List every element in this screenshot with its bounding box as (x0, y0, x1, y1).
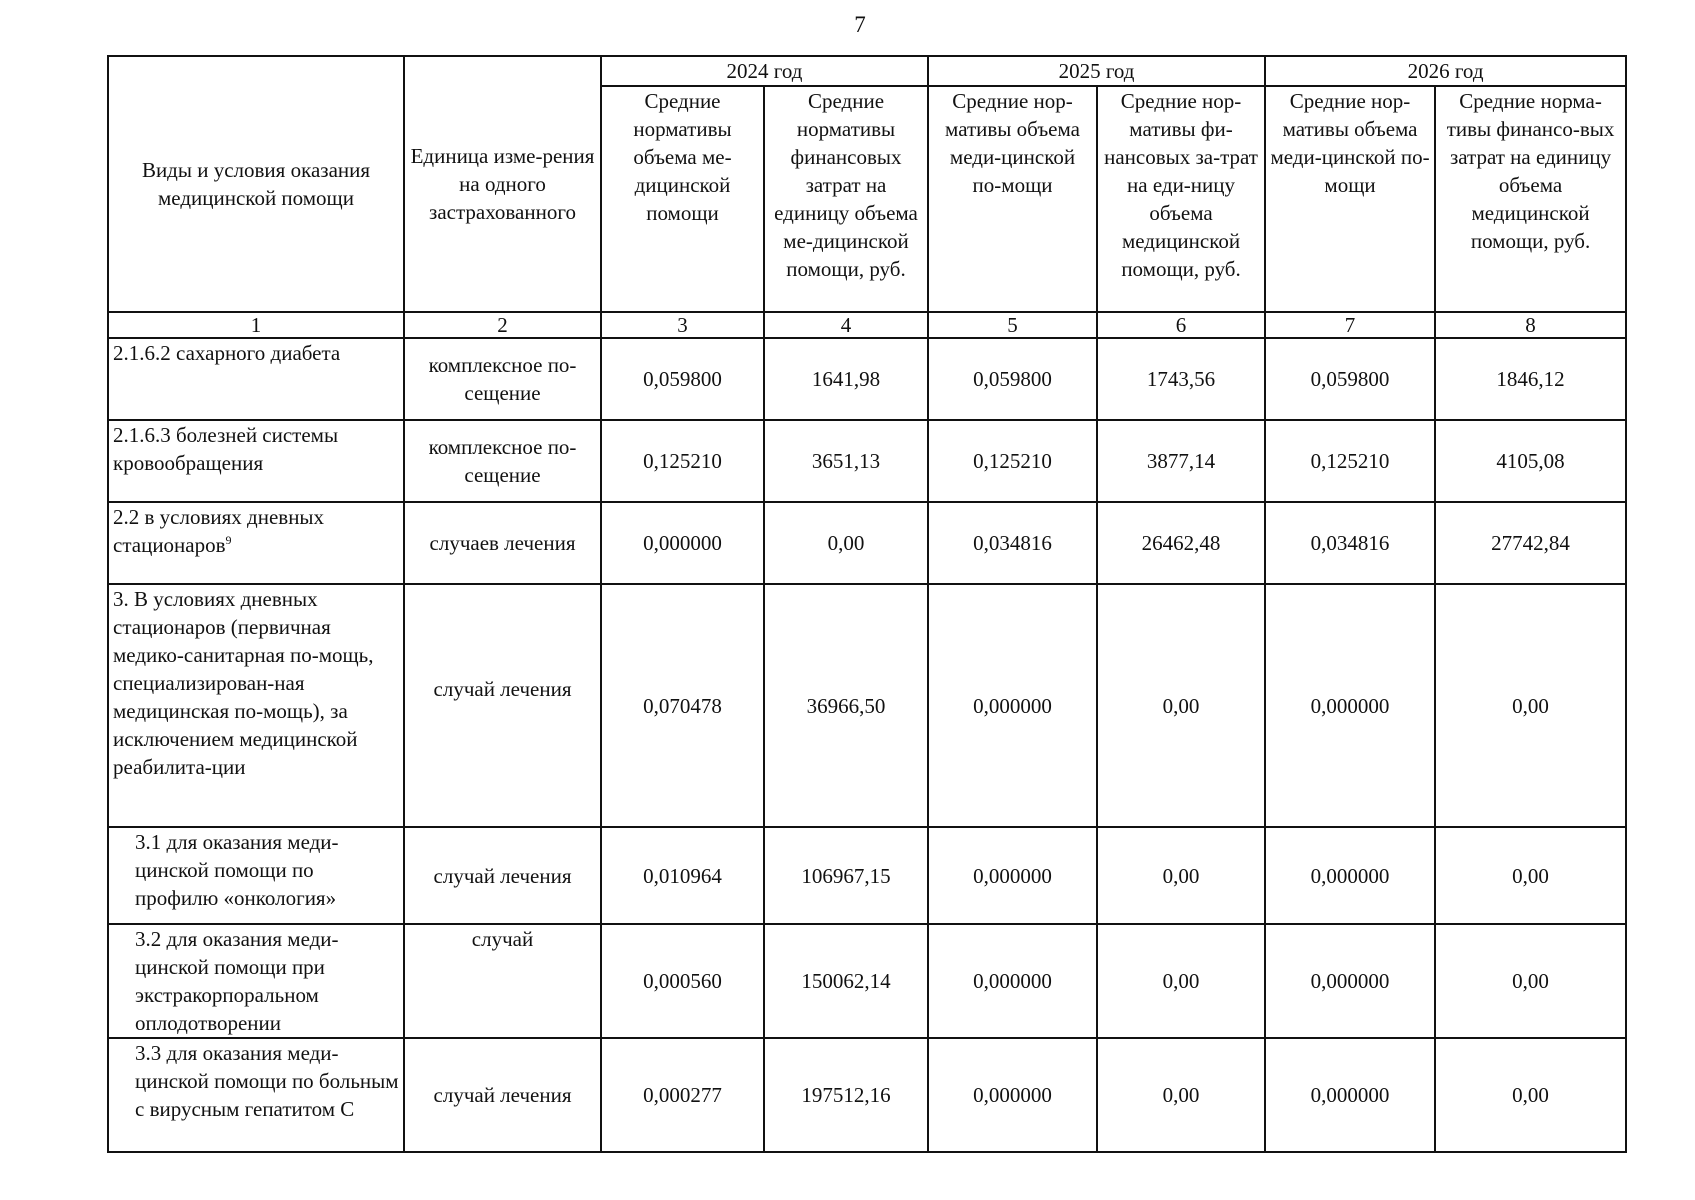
cell-value: 0,00 (1097, 584, 1265, 827)
table-row (108, 924, 1626, 1038)
cell-value: 1743,56 (1097, 338, 1265, 420)
header-unit: Единица изме-рения на одного застрахованного (404, 56, 601, 312)
cell-value: 0,034816 (1265, 502, 1435, 584)
column-index: 3 (601, 312, 764, 338)
header-volume-2025: Средние нор-мативы объема меди-цинской по-мощи (928, 86, 1097, 312)
cell-value: 0,125210 (1265, 420, 1435, 502)
cell-value: 0,000000 (601, 502, 764, 584)
header-year-2024: 2024 год (601, 56, 928, 86)
cell-value: 36966,50 (764, 584, 928, 827)
footnote-mark: 9 (225, 533, 232, 547)
cell-value: 0,000000 (1265, 584, 1435, 827)
header-year-2026: 2026 год (1265, 56, 1626, 86)
row-name: 2.1.6.3 болезней системы кровообращения (108, 420, 404, 502)
cell-value: 0,000000 (928, 924, 1097, 1038)
row-name: 3. В условиях дневных стационаров (первичная медико-санитарная по-мощь, специализирован-ная медицинская по-мощь), за исключением медицинской реабилита-ции (108, 584, 404, 827)
table-row (108, 338, 1626, 420)
table-row (108, 584, 1626, 827)
medical-norms-table (107, 55, 1627, 1153)
row-name (108, 502, 404, 584)
cell-value: 0,000000 (928, 584, 1097, 827)
column-index: 6 (1097, 312, 1265, 338)
cell-value: 0,125210 (601, 420, 764, 502)
cell-value: 0,059800 (601, 338, 764, 420)
cell-value: 26462,48 (1097, 502, 1265, 584)
column-index: 7 (1265, 312, 1435, 338)
row-name: 3.1 для оказания меди-цинской помощи по профилю «онкология» (108, 827, 404, 924)
header-cost-2026: Средние норма-тивы финансо-вых затрат на единицу объема медицинской помощи, руб. (1435, 86, 1626, 312)
header-kinds: Виды и условия оказания медицинской помощи (108, 56, 404, 312)
cell-value: 0,000000 (1265, 1038, 1435, 1152)
row-name: 3.3 для оказания меди-цинской помощи по больным с вирусным гепатитом С (108, 1038, 404, 1152)
table-row (108, 1038, 1626, 1152)
column-index: 5 (928, 312, 1097, 338)
cell-value: 0,034816 (928, 502, 1097, 584)
row-unit: комплексное по-сещение (404, 338, 601, 420)
cell-value: 197512,16 (764, 1038, 928, 1152)
cell-value: 0,00 (1435, 584, 1626, 827)
row-unit: случай лечения (404, 584, 601, 827)
cell-value: 0,00 (1435, 827, 1626, 924)
header-cost-2025: Средние нор-мативы фи-нансовых за-трат на еди-ницу объема медицинской помощи, руб. (1097, 86, 1265, 312)
cell-value: 1641,98 (764, 338, 928, 420)
cell-value: 0,000000 (928, 1038, 1097, 1152)
column-index-row (108, 312, 1626, 338)
table-row (108, 827, 1626, 924)
cell-value: 0,059800 (1265, 338, 1435, 420)
header-volume-2026: Средние нор-мативы объема меди-цинской по-мощи (1265, 86, 1435, 312)
cell-value: 1846,12 (1435, 338, 1626, 420)
table-row (108, 502, 1626, 584)
cell-value: 0,010964 (601, 827, 764, 924)
cell-value: 106967,15 (764, 827, 928, 924)
cell-value: 0,00 (1097, 924, 1265, 1038)
cell-value: 0,125210 (928, 420, 1097, 502)
row-unit: комплексное по-сещение (404, 420, 601, 502)
row-name: 2.1.6.2 сахарного диабета (108, 338, 404, 420)
cell-value: 0,00 (1435, 924, 1626, 1038)
cell-value: 0,059800 (928, 338, 1097, 420)
cell-value: 0,000000 (1265, 924, 1435, 1038)
cell-value: 0,000560 (601, 924, 764, 1038)
cell-value: 3877,14 (1097, 420, 1265, 502)
row-name-text: 2.2 в условиях дневных стационаров (113, 505, 325, 557)
page-number: 7 (854, 12, 866, 37)
table-row (108, 420, 1626, 502)
header-cost-2024: Средние нормативы финансовых затрат на единицу объема ме-дицинской помощи, руб. (764, 86, 928, 312)
header-year-2025: 2025 год (928, 56, 1265, 86)
cell-value: 27742,84 (1435, 502, 1626, 584)
cell-value: 0,00 (1435, 1038, 1626, 1152)
cell-value: 0,000277 (601, 1038, 764, 1152)
cell-value: 150062,14 (764, 924, 928, 1038)
cell-value: 0,000000 (928, 827, 1097, 924)
column-index: 4 (764, 312, 928, 338)
column-index: 8 (1435, 312, 1626, 338)
row-unit: случай лечения (404, 1038, 601, 1152)
cell-value: 0,070478 (601, 584, 764, 827)
cell-value: 0,000000 (1265, 827, 1435, 924)
row-unit: случаев лечения (404, 502, 601, 584)
row-unit: случай лечения (404, 827, 601, 924)
header-volume-2024: Средние нормативы объема ме-дицинской помощи (601, 86, 764, 312)
row-name: 3.2 для оказания меди-цинской помощи при экстракорпоральном оплодотворении (108, 924, 404, 1038)
column-index: 1 (108, 312, 404, 338)
column-index: 2 (404, 312, 601, 338)
cell-value: 0,00 (1097, 1038, 1265, 1152)
row-unit: случай (404, 924, 601, 1038)
cell-value: 4105,08 (1435, 420, 1626, 502)
cell-value: 3651,13 (764, 420, 928, 502)
cell-value: 0,00 (1097, 827, 1265, 924)
cell-value: 0,00 (764, 502, 928, 584)
